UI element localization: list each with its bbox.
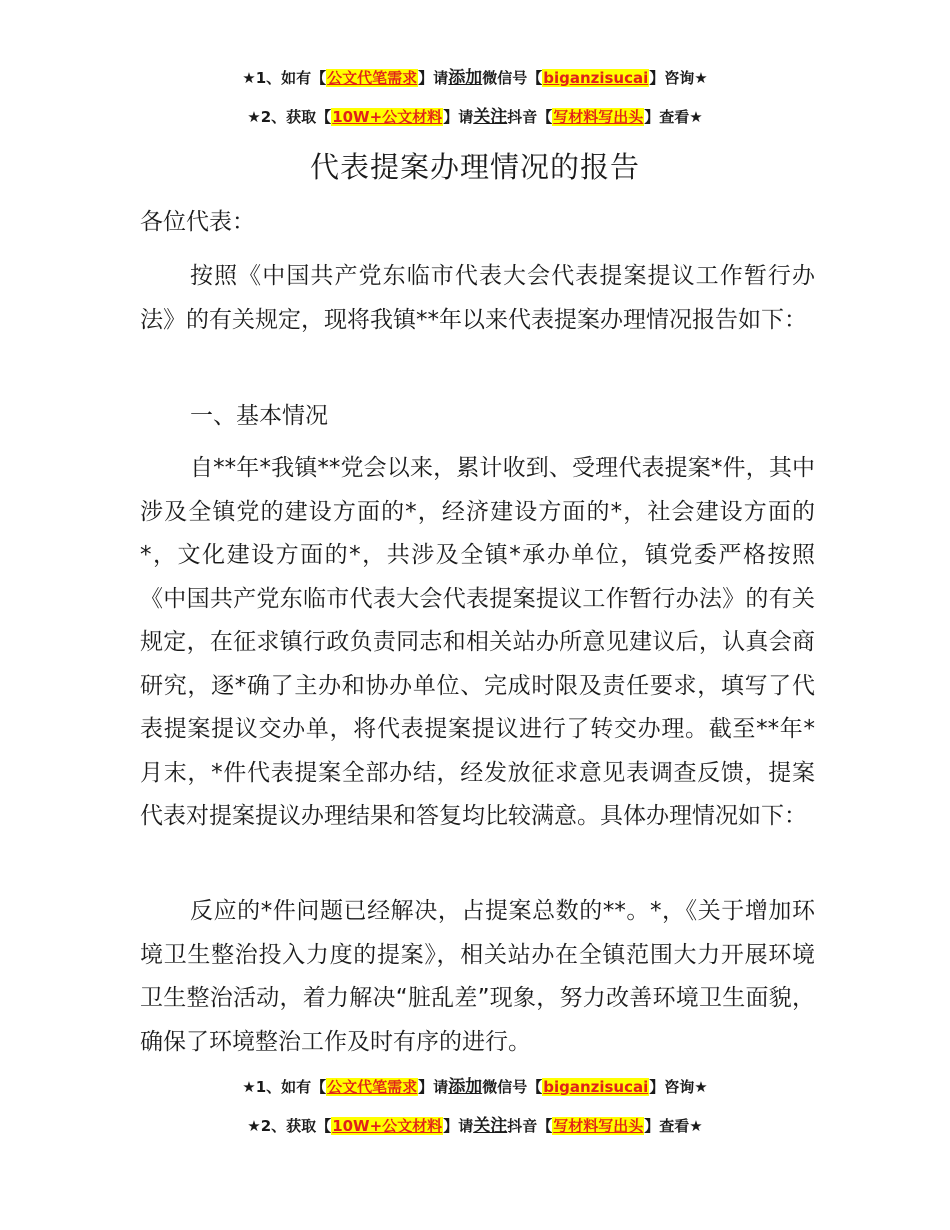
highlight-text: 公文代笔需求 — [327, 1078, 418, 1096]
banner-text: ★1、如有【 — [242, 1078, 327, 1096]
highlight-text: 10W+公文材料 — [332, 1117, 443, 1135]
paragraph-resolved-issues: 反应的*件问题已经解决，占提案总数的**。*，《关于增加环境卫生整治投入力度的提案》，相关站办在全镇范围大力开展环境卫生整治活动，着力解决“脏乱差”现象，努力改善环境卫生面貌，确保了环境整治工作及时有序的进行。 — [140, 898, 815, 1055]
salutation: 各位代表： — [140, 209, 255, 235]
banner-text: 】请 — [418, 69, 449, 87]
banner-text: 微信号【 — [482, 1078, 543, 1096]
banner-text: ★1、如有【 — [242, 69, 327, 87]
promo-banner-line-2 — [0, 107, 950, 127]
underlined-text: 添加 — [448, 68, 483, 88]
document-title: 代表提案办理情况的报告 — [309, 150, 640, 184]
banner-text: 抖音【 — [507, 108, 553, 126]
paragraph-basic-situation: 自**年*我镇**党会以来，累计收到、受理代表提案*件，其中涉及全镇党的建设方面的*，经济建设方面的*，社会建设方面的*，文化建设方面的*，共涉及全镇*承办单位，镇党委严格按照《中国共产党东临市代表大会代表提案提议工作暂行办法》的有关规定，在征求镇行政负责同志和相关站办所意见建议后，认真会商研究，逐*确了主办和协办单位、完成时限及责任要求，填写了代表提案提议交办单，将代表提案提议进行了转交办理。截至**年*月末，*件代表提案全部办结，经发放征求意见表调查反馈，提案代表对提案提议办理结果和答复均比较满意。具体办理情况如下： — [140, 455, 815, 829]
banner-text: 】请 — [443, 108, 474, 126]
underlined-text: 关注 — [473, 107, 508, 127]
highlight-text: 10W+公文材料 — [332, 108, 443, 126]
banner-text: ★2、获取【 — [247, 108, 332, 126]
highlight-text: biganzisucai — [543, 1078, 649, 1096]
banner-text: 抖音【 — [507, 1117, 553, 1135]
banner-text: 】咨询★ — [649, 1078, 708, 1096]
promo-banner-line-2-bottom — [0, 1116, 950, 1136]
promo-banner-line-1 — [0, 68, 950, 88]
highlight-text: 公文代笔需求 — [327, 69, 418, 87]
banner-text: 】请 — [418, 1078, 449, 1096]
banner-text: 】查看★ — [644, 1117, 703, 1135]
paragraph-intro: 按照《中国共产党东临市代表大会代表提案提议工作暂行办法》的有关规定，现将我镇**年以来代表提案办理情况报告如下： — [140, 263, 815, 333]
banner-text: 】请 — [443, 1117, 474, 1135]
banner-text: 微信号【 — [482, 69, 543, 87]
underlined-text: 关注 — [473, 1116, 508, 1136]
highlight-text: 写材料写出头 — [553, 1117, 644, 1135]
banner-text: 】咨询★ — [649, 69, 708, 87]
underlined-text: 添加 — [448, 1077, 483, 1097]
promo-banner-line-1-bottom — [0, 1077, 950, 1097]
highlight-text: biganzisucai — [543, 69, 649, 87]
section-heading: 一、基本情况 — [190, 403, 328, 429]
highlight-text: 写材料写出头 — [553, 108, 644, 126]
banner-text: ★2、获取【 — [247, 1117, 332, 1135]
banner-text: 】查看★ — [644, 108, 703, 126]
